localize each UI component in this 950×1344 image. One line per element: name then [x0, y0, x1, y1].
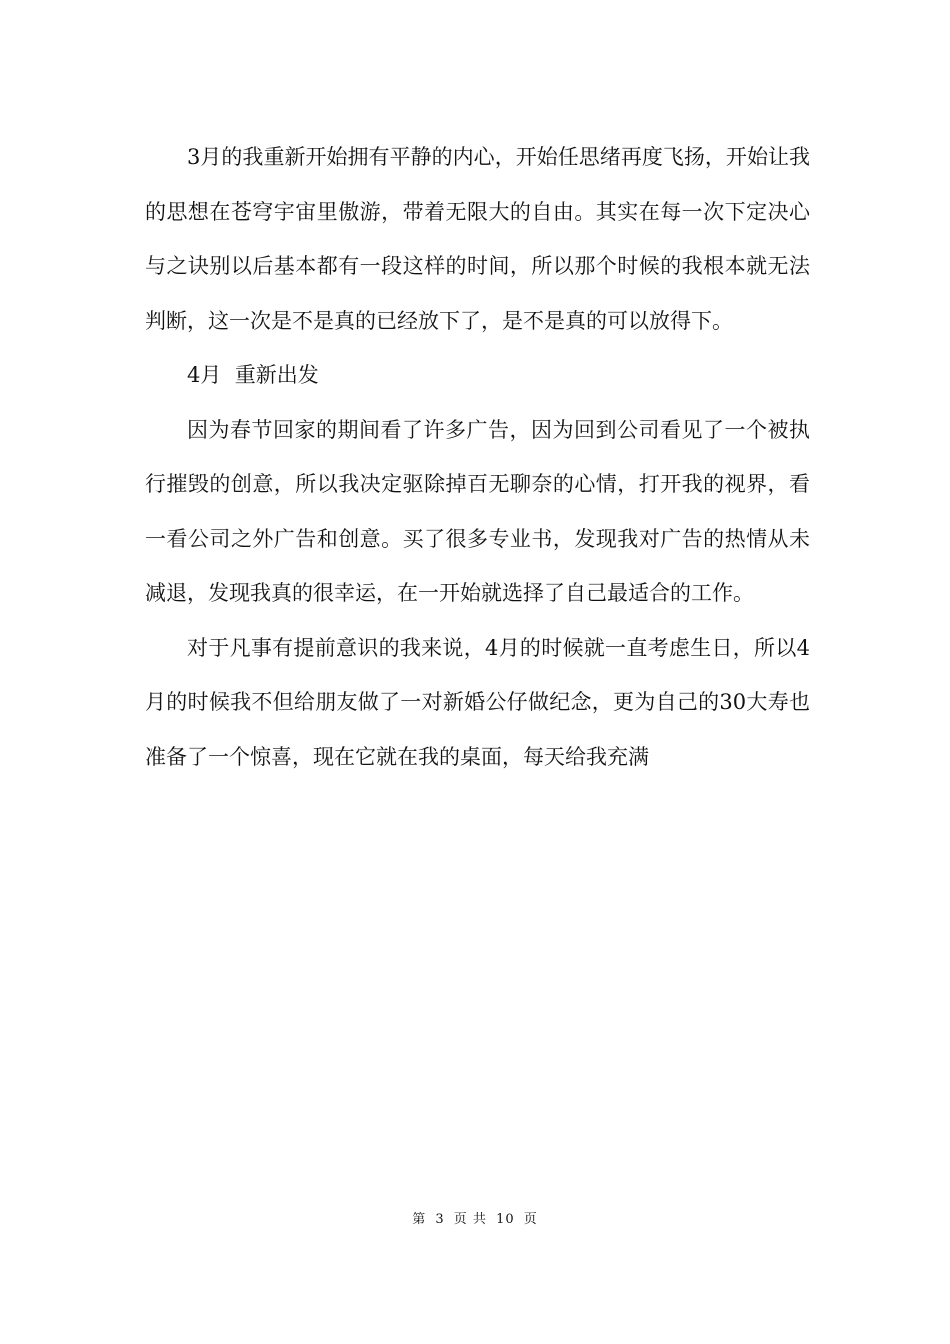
paragraph-april-birthday: 对于凡事有提前意识的我来说，4月的时候就一直考虑生日，所以4月的时候我不但给朋友做了一对新婚公仔做纪念，更为自己的30大寿也准备了一个惊喜，现在它就在我的桌面，每天给我充满: [145, 635, 810, 769]
footer-total-pages: 10: [496, 1212, 515, 1227]
paragraph-march: 3月的我重新开始拥有平静的内心，开始任思绪再度飞扬，开始让我的思想在苍穹宇宙里傲游，带着无限大的自由。其实在每一次下定决心与之诀别以后基本都有一段这样的时间，所以那个时候的我根本就无法判断，这一次是不是真的已经放下了，是不是真的可以放得下。: [145, 145, 810, 333]
footer-prefix: 第: [412, 1212, 427, 1227]
section-heading-april: 4月 重新出发: [187, 363, 319, 387]
paragraph-april-ads: 因为春节回家的期间看了许多广告，因为回到公司看见了一个被执行摧毁的创意，所以我决定驱除掉百无聊奈的心情，打开我的视界，看一看公司之外广告和创意。买了很多专业书，发现我对广告的热情从未减退，发现我真的很幸运，在一开始就选择了自己最适合的工作。: [145, 417, 810, 605]
footer-middle: 页 共: [453, 1212, 487, 1227]
footer-current-page: 3: [435, 1212, 445, 1227]
footer-suffix: 页: [523, 1212, 538, 1227]
document-body: [145, 130, 810, 784]
page-footer: [0, 1208, 950, 1227]
